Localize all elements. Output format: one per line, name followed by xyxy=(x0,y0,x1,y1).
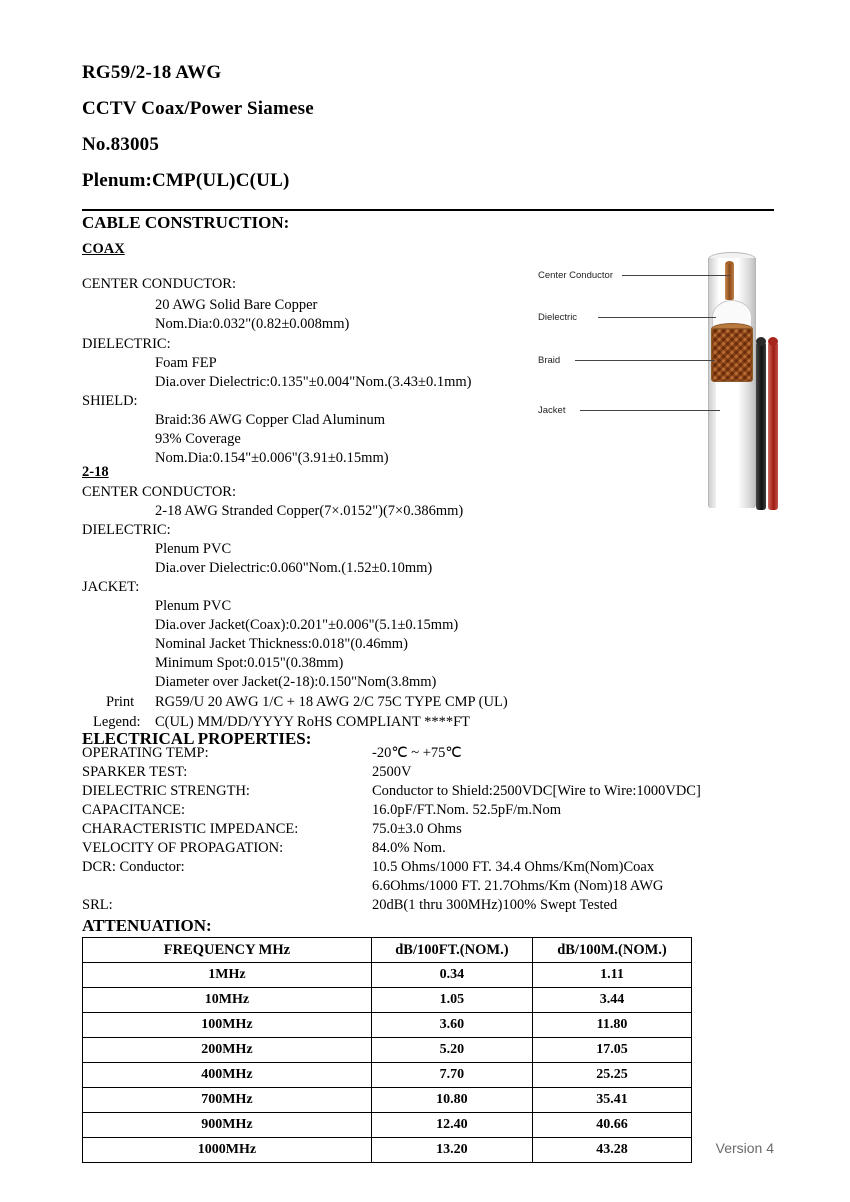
electrical-value-2: Conductor to Shield:2500VDC[Wire to Wire:1000VDC] xyxy=(372,783,701,799)
table-row xyxy=(83,1038,692,1063)
electrical-label-5: VELOCITY OF PROPAGATION: xyxy=(82,840,284,856)
power-wire-red xyxy=(768,342,778,510)
electrical-value-7: 6.6Ohms/1000 FT. 21.7Ohms/Km (Nom)18 AWG xyxy=(372,878,664,894)
coax-dielectric-label: DIELECTRIC: xyxy=(82,336,171,352)
cell-db-100m: 35.41 xyxy=(532,1088,691,1113)
attenuation-table xyxy=(82,937,692,1163)
electrical-value-4: 75.0±3.0 Ohms xyxy=(372,821,462,837)
power-wire-black xyxy=(756,342,766,510)
cell-db-100m: 1.11 xyxy=(532,963,691,988)
jacket-line-4: Minimum Spot:0.015"(0.38mm) xyxy=(155,655,344,671)
jacket-label: JACKET: xyxy=(82,579,140,595)
electrical-label-6: DCR: Conductor: xyxy=(82,859,185,875)
pair218-dielectric-line-1: Plenum PVC xyxy=(155,541,232,557)
pair218-dielectric-label: DIELECTRIC: xyxy=(82,522,171,538)
leader-line-braid xyxy=(575,360,715,361)
legend-label: Legend: xyxy=(93,714,141,730)
leader-line-jacket xyxy=(580,410,720,411)
coax-center-conductor-line-2: Nom.Dia:0.032"(0.82±0.008mm) xyxy=(155,316,350,332)
coax-center-conductor-label: CENTER CONDUCTOR: xyxy=(82,276,237,292)
column-header-frequency: FREQUENCY MHz xyxy=(83,938,372,963)
callout-center-conductor: Center Conductor xyxy=(538,270,613,281)
coax-shield-line-2: 93% Coverage xyxy=(155,431,241,447)
cell-frequency: 900MHz xyxy=(83,1113,372,1138)
part-number: No.83005 xyxy=(82,134,160,155)
cell-db-100ft: 1.05 xyxy=(371,988,532,1013)
callout-dielectric: Dielectric xyxy=(538,312,578,323)
coax-dielectric-line-2: Dia.over Dielectric:0.135"±0.004"Nom.(3.43±0.1mm) xyxy=(155,374,472,390)
pair218-center-conductor-line-1: 2-18 AWG Stranded Copper(7×.0152")(7×0.386mm) xyxy=(155,503,464,519)
coax-center-conductor-line-1: 20 AWG Solid Bare Copper xyxy=(155,297,318,313)
table-row xyxy=(83,1113,692,1138)
electrical-label-2: DIELECTRIC STRENGTH: xyxy=(82,783,250,799)
cell-frequency: 200MHz xyxy=(83,1038,372,1063)
electrical-label-3: CAPACITANCE: xyxy=(82,802,186,818)
electrical-label-4: CHARACTERISTIC IMPEDANCE: xyxy=(82,821,299,837)
leader-line-dielectric xyxy=(598,317,716,318)
subsection-218-title: 2-18 xyxy=(82,464,109,480)
electrical-value-5: 84.0% Nom. xyxy=(372,840,446,856)
electrical-value-8: 20dB(1 thru 300MHz)100% Swept Tested xyxy=(372,897,618,913)
electrical-value-1: 2500V xyxy=(372,764,412,780)
electrical-value-6: 10.5 Ohms/1000 FT. 34.4 Ohms/Km(Nom)Coax xyxy=(372,859,655,875)
cell-frequency: 1MHz xyxy=(83,963,372,988)
jacket-highlight xyxy=(716,378,724,508)
cell-db-100ft: 12.40 xyxy=(371,1113,532,1138)
coax-dielectric-line-1: Foam FEP xyxy=(155,355,217,371)
electrical-label-0: OPERATING TEMP: xyxy=(82,745,209,761)
callout-jacket: Jacket xyxy=(538,405,566,416)
column-header-db-100m: dB/100M.(NOM.) xyxy=(532,938,691,963)
section-cable-construction-title: CABLE CONSTRUCTION: xyxy=(82,213,290,232)
cell-db-100ft: 7.70 xyxy=(371,1063,532,1088)
callout-braid: Braid xyxy=(538,355,561,366)
braid-layer xyxy=(711,328,753,382)
coax-shield-line-1: Braid:36 AWG Copper Clad Aluminum xyxy=(155,412,386,428)
cell-db-100m: 25.25 xyxy=(532,1063,691,1088)
cell-db-100m: 40.66 xyxy=(532,1113,691,1138)
leader-line-center-conductor xyxy=(622,275,730,276)
cell-db-100ft: 10.80 xyxy=(371,1088,532,1113)
electrical-value-3: 16.0pF/FT.Nom. 52.5pF/m.Nom xyxy=(372,802,562,818)
electrical-label-8: SRL: xyxy=(82,897,113,913)
table-row xyxy=(83,988,692,1013)
pair218-center-conductor-label: CENTER CONDUCTOR: xyxy=(82,484,237,500)
cell-db-100ft: 13.20 xyxy=(371,1138,532,1163)
cell-db-100m: 3.44 xyxy=(532,988,691,1013)
subsection-coax-title: COAX xyxy=(82,241,125,257)
cell-frequency: 1000MHz xyxy=(83,1138,372,1163)
electrical-label-1: SPARKER TEST: xyxy=(82,764,188,780)
pair218-dielectric-line-2: Dia.over Dielectric:0.060"Nom.(1.52±0.10mm) xyxy=(155,560,433,576)
print-value: RG59/U 20 AWG 1/C + 18 AWG 2/C 75C TYPE CMP (UL) xyxy=(155,694,508,710)
table-row xyxy=(83,1138,692,1163)
document-version: Version 4 xyxy=(715,1140,774,1156)
table-row xyxy=(83,1088,692,1113)
table-row xyxy=(83,963,692,988)
coax-shield-label: SHIELD: xyxy=(82,393,138,409)
header-divider xyxy=(82,209,774,211)
jacket-line-3: Nominal Jacket Thickness:0.018"(0.46mm) xyxy=(155,636,408,652)
cell-db-100m: 43.28 xyxy=(532,1138,691,1163)
electrical-value-0: -20℃ ~ +75℃ xyxy=(372,745,462,761)
center-conductor-pin xyxy=(725,264,734,300)
jacket-line-2: Dia.over Jacket(Coax):0.201"±0.006"(5.1±0.15mm) xyxy=(155,617,459,633)
cell-db-100ft: 0.34 xyxy=(371,963,532,988)
cell-db-100m: 11.80 xyxy=(532,1013,691,1038)
cell-db-100ft: 3.60 xyxy=(371,1013,532,1038)
table-row xyxy=(83,1013,692,1038)
section-electrical-properties-title: ELECTRICAL PROPERTIES: xyxy=(82,729,312,748)
table-header-row xyxy=(83,938,692,963)
cell-frequency: 400MHz xyxy=(83,1063,372,1088)
rating-line: Plenum:CMP(UL)C(UL) xyxy=(82,170,290,191)
cell-db-100ft: 5.20 xyxy=(371,1038,532,1063)
page-title: RG59/2-18 AWG xyxy=(82,62,222,83)
cell-frequency: 700MHz xyxy=(83,1088,372,1113)
cable-diagram xyxy=(530,250,790,515)
page-subtitle: CCTV Coax/Power Siamese xyxy=(82,98,314,119)
power-wire-red-end xyxy=(768,337,778,346)
legend-value: C(UL) MM/DD/YYYY RoHS COMPLIANT ****FT xyxy=(155,714,470,730)
cell-db-100m: 17.05 xyxy=(532,1038,691,1063)
jacket-line-1: Plenum PVC xyxy=(155,598,232,614)
power-wire-black-end xyxy=(756,337,766,346)
table-row xyxy=(83,1063,692,1088)
section-attenuation-title: ATTENUATION: xyxy=(82,916,212,935)
cell-frequency: 10MHz xyxy=(83,988,372,1013)
cell-frequency: 100MHz xyxy=(83,1013,372,1038)
column-header-db-100ft: dB/100FT.(NOM.) xyxy=(371,938,532,963)
coax-shield-line-3: Nom.Dia:0.154"±0.006"(3.91±0.15mm) xyxy=(155,450,389,466)
page-title-block xyxy=(82,62,682,198)
jacket-line-5: Diameter over Jacket(2-18):0.150"Nom(3.8mm) xyxy=(155,674,437,690)
power-conductor-pair xyxy=(756,342,780,510)
print-label: Print xyxy=(106,694,135,710)
